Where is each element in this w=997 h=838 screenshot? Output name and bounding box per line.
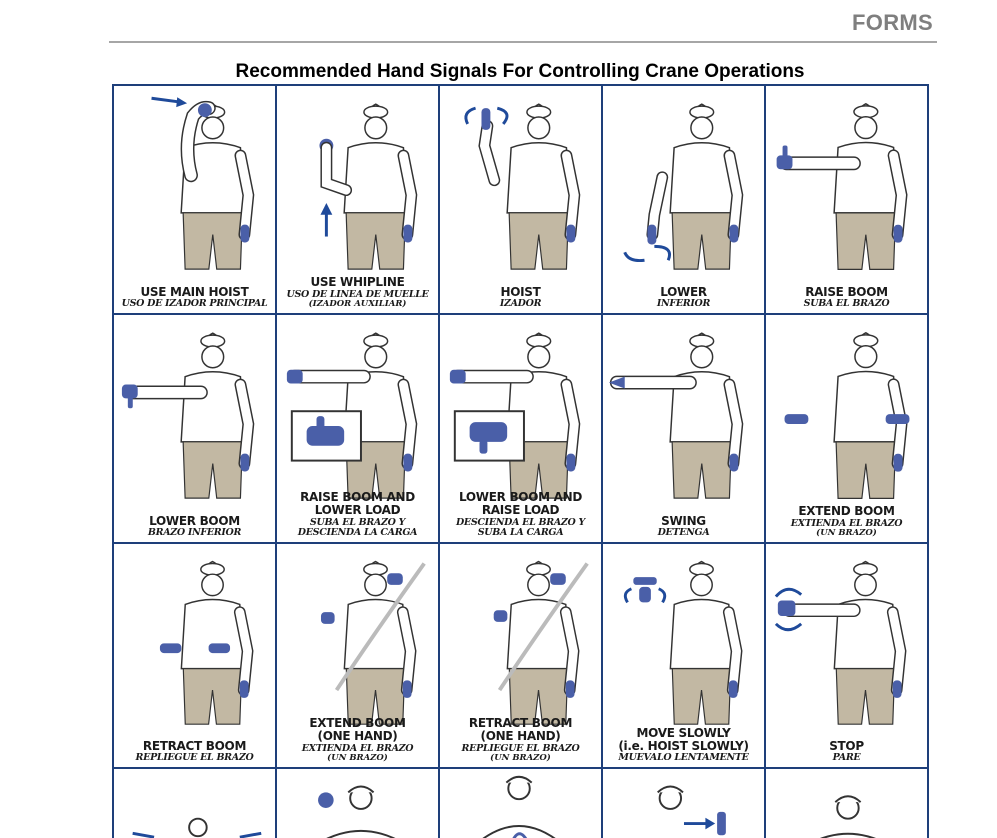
signal-use-main-hoist bbox=[114, 86, 277, 315]
hand-signal-chart bbox=[112, 84, 929, 838]
signal-label-en-line2: LOWER LOAD bbox=[314, 503, 401, 518]
signal-label-es: SUBA EL BRAZO Y bbox=[309, 516, 406, 528]
signal-row4-cell-5 bbox=[766, 769, 927, 838]
row4-figure-3 bbox=[440, 769, 601, 838]
signal-label-es: DESCIENDA EL BRAZO Y bbox=[455, 516, 585, 528]
signal-label-en: RETRACT BOOM bbox=[142, 738, 247, 753]
signal-label-es: SUBA EL BRAZO bbox=[803, 298, 890, 310]
signal-label-es: EXTIENDA EL BRAZO bbox=[301, 742, 414, 754]
signal-label-en: USE MAIN HOIST bbox=[140, 284, 249, 299]
lower-figure bbox=[603, 86, 764, 313]
row4-figure-1 bbox=[114, 769, 275, 838]
signal-label-en-line2: (ONE HAND) bbox=[317, 729, 398, 744]
signal-hoist bbox=[440, 86, 603, 315]
raise-boom-figure bbox=[766, 86, 927, 313]
signal-label-es: USO DE LINEA DE MUELLE bbox=[286, 288, 429, 300]
signal-label-es-line2: DESCIENDA LA CARGA bbox=[297, 527, 418, 539]
forms-header-label: FORMS bbox=[852, 10, 933, 35]
signal-label-es: PARE bbox=[832, 752, 861, 764]
swing-figure bbox=[603, 315, 764, 542]
signal-extend-boom bbox=[766, 315, 927, 544]
signal-label-en: RAISE BOOM AND bbox=[300, 489, 415, 504]
signal-label-es-line2: (UN BRAZO) bbox=[327, 753, 388, 764]
row4-figure-4 bbox=[603, 769, 764, 838]
signal-label-en: LOWER bbox=[660, 284, 707, 299]
signal-label-es: REPLIEGUE EL BRAZO bbox=[135, 752, 254, 764]
header-divider bbox=[109, 41, 937, 43]
signal-lower-boom bbox=[114, 315, 277, 544]
signal-label-es: DETENGA bbox=[657, 527, 710, 539]
signal-row4-cell-3 bbox=[440, 769, 603, 838]
signal-label-es: IZADOR bbox=[499, 298, 542, 310]
signal-label-en: HOIST bbox=[500, 284, 541, 299]
signal-label-en: EXTEND BOOM bbox=[309, 715, 406, 730]
signal-label-en-line2: (ONE HAND) bbox=[480, 729, 561, 744]
signal-move-slowly bbox=[603, 544, 766, 769]
signal-label-en: LOWER BOOM AND bbox=[458, 489, 583, 504]
signal-label-es-line2: (UN BRAZO) bbox=[490, 753, 551, 764]
signal-raise-boom-lower-load bbox=[277, 315, 440, 544]
row4-figure-5 bbox=[766, 769, 927, 838]
signal-extend-boom-one-hand bbox=[277, 544, 440, 769]
signal-label-en: LOWER BOOM bbox=[149, 513, 240, 528]
signal-row4-cell-4 bbox=[603, 769, 766, 838]
signal-label-es-line2: SUBA LA CARGA bbox=[477, 527, 564, 539]
signal-stop bbox=[766, 544, 927, 769]
signal-row4-cell-2 bbox=[277, 769, 440, 838]
use-main-hoist-figure bbox=[114, 86, 275, 313]
signal-label-es: BRAZO INFERIOR bbox=[147, 527, 242, 539]
signal-label-en: RAISE BOOM bbox=[805, 284, 888, 299]
signal-label-es-line2: (UN BRAZO) bbox=[816, 528, 877, 539]
signal-label-en-line2: (i.e. HOIST SLOWLY) bbox=[618, 738, 749, 753]
signal-lower bbox=[603, 86, 766, 315]
signal-label-es: USO DE IZADOR PRINCIPAL bbox=[121, 298, 268, 310]
hoist-figure bbox=[440, 86, 601, 313]
signal-raise-boom bbox=[766, 86, 927, 315]
signal-label-es-line2: (IZADOR AUXILIAR) bbox=[308, 299, 407, 310]
signal-label-es: MUEVALO LENTAMENTE bbox=[618, 752, 749, 764]
row4-figure-2 bbox=[277, 769, 438, 838]
signal-label-es: EXTIENDA EL BRAZO bbox=[790, 517, 903, 529]
signal-retract-boom bbox=[114, 544, 277, 769]
signal-label-en: USE WHIPLINE bbox=[310, 275, 405, 290]
signal-label-en-line2: RAISE LOAD bbox=[481, 503, 560, 518]
retract-boom-figure bbox=[114, 544, 275, 767]
signal-lower-boom-raise-load bbox=[440, 315, 603, 544]
signal-retract-boom-one-hand bbox=[440, 544, 603, 769]
signal-swing bbox=[603, 315, 766, 544]
signal-label-en: EXTEND BOOM bbox=[798, 504, 895, 519]
signal-label-en: MOVE SLOWLY bbox=[636, 725, 731, 740]
chart-title: Recommended Hand Signals For Controlling Crane Operations bbox=[235, 61, 805, 82]
signal-label-en: STOP bbox=[829, 738, 864, 753]
lower-boom-figure bbox=[114, 315, 275, 542]
signal-label-es: REPLIEGUE EL BRAZO bbox=[461, 742, 580, 754]
signal-row4-cell-1 bbox=[114, 769, 277, 838]
signal-label-es: INFERIOR bbox=[656, 298, 711, 310]
stop-figure bbox=[766, 544, 927, 767]
signal-label-en: RETRACT BOOM bbox=[468, 715, 573, 730]
signal-use-whipline bbox=[277, 86, 440, 315]
signal-label-en: SWING bbox=[661, 513, 706, 528]
